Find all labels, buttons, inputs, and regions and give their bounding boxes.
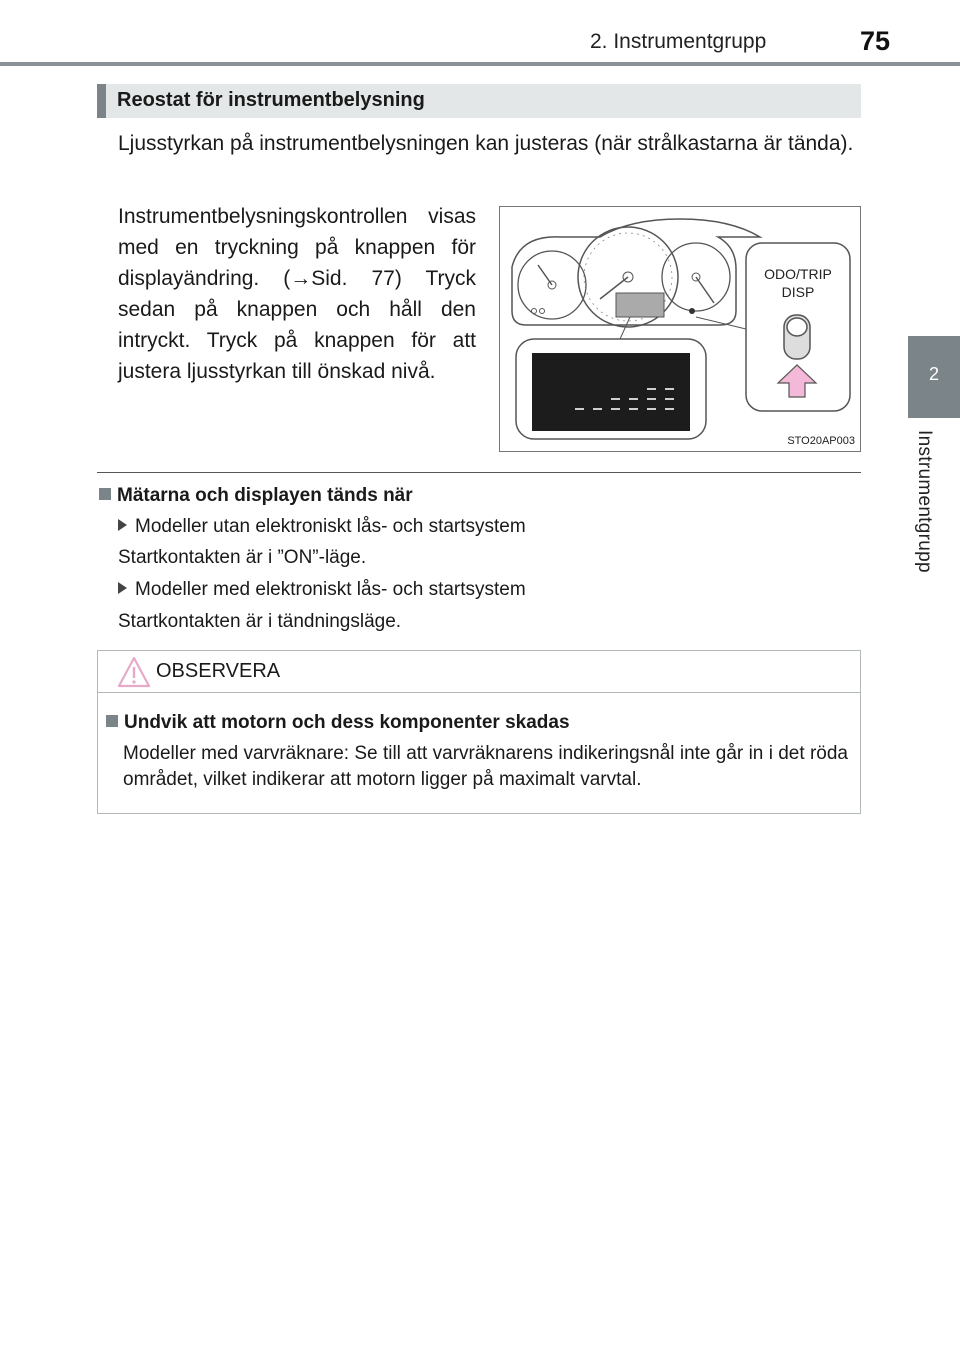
- warning-icon: [117, 655, 151, 689]
- chapter-tab: [908, 336, 960, 418]
- model-item-text: Modeller utan elektroniskt lås- och startsystem: [135, 516, 526, 537]
- chapter-tab-number: 2: [928, 364, 939, 384]
- notice-heading-text: Undvik att motorn och dess komponenter skadas: [124, 712, 570, 733]
- section-divider: [97, 472, 861, 473]
- chapter-tab-label: Instrumentgrupp: [914, 430, 935, 573]
- chapter-name: 2. Instrumentgrupp: [590, 30, 767, 53]
- section-header: [97, 84, 861, 118]
- square-bullet-icon: [99, 488, 111, 500]
- description-paragraph: Instrumentbelysningskontrollen visas med en tryckning på knappen för displayändring. (→Sid. 77) Tryck sedan på knappen och håll den intryckt. Tryck på knappen för att justera ljusstyrkan till önskad nivå.: [118, 205, 476, 383]
- instrument-cluster-figure: [499, 206, 861, 452]
- notice-title-row: [98, 651, 860, 693]
- model-item-detail: Startkontakten är i tändningsläge.: [118, 611, 402, 632]
- notice-heading: [106, 712, 570, 734]
- intro-paragraph: Ljusstyrkan på instrumentbelysningen kan justeras (när strålkastarna är tända).: [118, 132, 854, 155]
- square-bullet-icon: [106, 715, 118, 727]
- model-item-text: Modeller med elektroniskt lås- och startsystem: [135, 579, 526, 600]
- button-label-line2: DISP: [781, 284, 815, 300]
- model-item: [118, 516, 526, 538]
- notice-title: OBSERVERA: [156, 660, 281, 682]
- subsection-heading: [99, 485, 413, 507]
- triangle-bullet-icon: [118, 519, 127, 531]
- figure-code: STO20AP003: [787, 435, 855, 447]
- notice-body: Modeller med varvräknare: Se till att varvräknarens indikeringsnål inte går in i det röda området, vilket indikerar att motorn ligger på maximalt varvtal.: [123, 743, 848, 790]
- page-number: 75: [860, 26, 891, 56]
- notice-box: [97, 650, 861, 814]
- section-title: Reostat för instrumentbelysning: [117, 89, 425, 111]
- model-item: [118, 579, 526, 601]
- instrument-cluster-illustration: [500, 207, 860, 451]
- subsection-heading-text: Mätarna och displayen tänds när: [117, 485, 413, 506]
- header-rule: [0, 62, 960, 66]
- model-item-detail: Startkontakten är i ”ON”-läge.: [118, 547, 367, 568]
- button-label-line1: ODO/TRIP: [764, 266, 832, 282]
- triangle-bullet-icon: [118, 582, 127, 594]
